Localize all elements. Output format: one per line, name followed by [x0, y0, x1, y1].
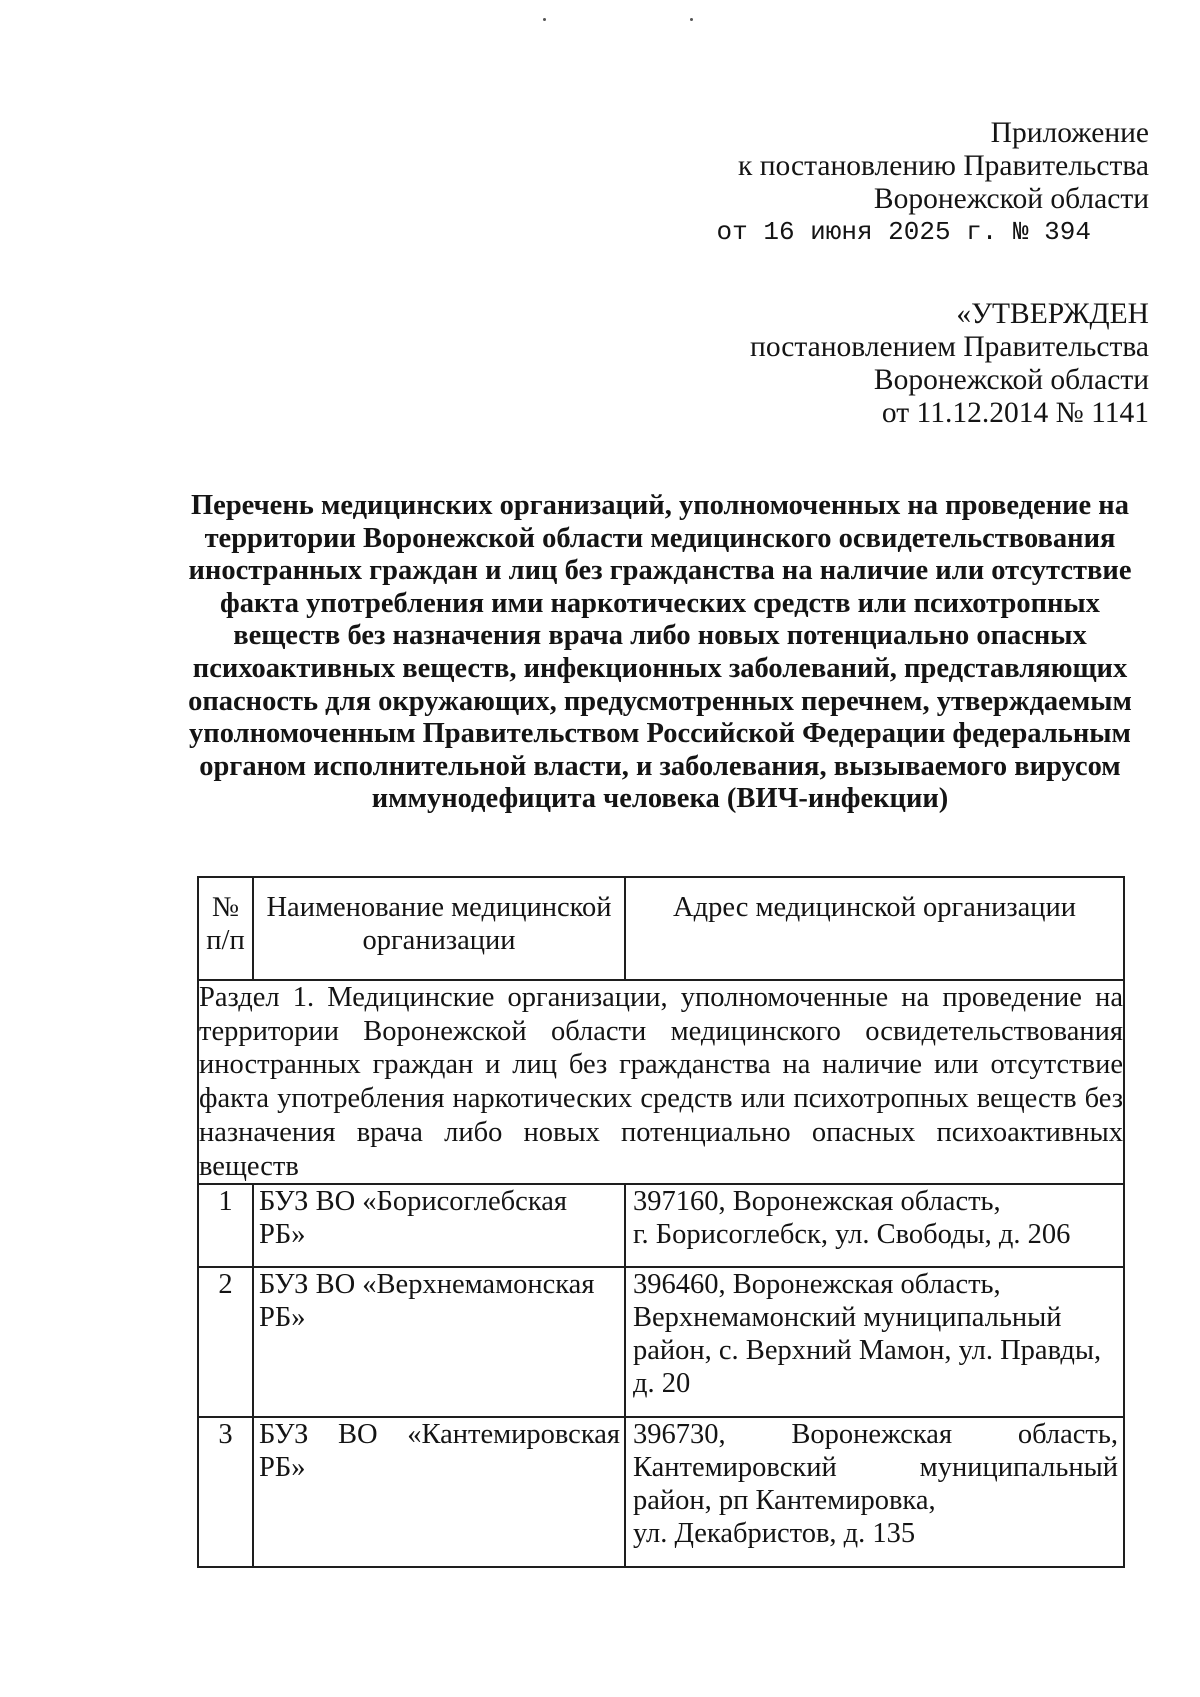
- row-name: БУЗ ВО «Борисоглебская РБ»: [253, 1184, 625, 1267]
- approved-resolution: постановлением Правительства: [750, 331, 1149, 363]
- address-line: [633, 1418, 1118, 1451]
- address-word: муниципальный: [919, 1452, 1118, 1484]
- address-line: д. 20: [633, 1368, 691, 1400]
- section-1-heading: Раздел 1. Медицинские организации, уполномоченные на проведение на территории Воронежской области медицинского освидетельствования иностранных граждан и лиц без гражданства на наличие или отсутствие факта употребления наркотических средств или психотропных веществ без назначения врача либо новых потенциально опасных психоактивных веществ: [198, 980, 1124, 1184]
- approved-date: от 11.12.2014 № 1141: [881, 397, 1149, 429]
- appendix-label: Приложение: [990, 117, 1149, 149]
- appendix-block: [717, 117, 1149, 249]
- table-row: [198, 1184, 1124, 1267]
- address-word: 396730,: [633, 1419, 726, 1451]
- appendix-date: от 16 июня 2025 г. № 394: [716, 217, 1091, 247]
- address-word: Воронежская: [791, 1419, 953, 1451]
- address-line: [633, 1451, 1118, 1484]
- address-line: 397160, Воронежская область,: [633, 1186, 1001, 1218]
- title-line: Перечень медицинских организаций, уполномоченных на проведение на: [191, 490, 1129, 521]
- document-title: [180, 490, 1140, 816]
- scan-speck: [690, 18, 693, 21]
- name-line: [259, 1418, 620, 1451]
- row-number: 2: [198, 1267, 253, 1417]
- table-row: [198, 1267, 1124, 1417]
- address-line: район, с. Верхний Мамон, ул. Правды,: [633, 1335, 1102, 1367]
- table-header-row: [198, 877, 1124, 980]
- approved-region: Воронежской области: [873, 364, 1149, 396]
- title-line: психоактивных веществ, инфекционных заболеваний, представляющих: [192, 652, 1128, 684]
- appendix-region: Воронежской области: [873, 183, 1149, 215]
- scan-speck: [543, 18, 546, 21]
- name-word: ВО: [338, 1419, 378, 1451]
- row-address: [625, 1184, 1124, 1267]
- address-line: район, рп Кантемировка,: [633, 1485, 936, 1517]
- title-line: опасность для окружающих, предусмотренных перечнем, утверждаемым: [188, 685, 1132, 717]
- title-line: уполномоченным Правительством Российской Федерации федеральным: [189, 718, 1131, 750]
- row-name: БУЗ ВО «Верхнемамонская РБ»: [253, 1267, 625, 1417]
- header-address: Адрес медицинской организации: [625, 877, 1124, 980]
- section-row: [198, 980, 1124, 1184]
- address-word: область,: [1017, 1419, 1118, 1451]
- row-number: 1: [198, 1184, 253, 1267]
- title-line: иностранных граждан и лиц без гражданства на наличие или отсутствие: [188, 555, 1132, 587]
- title-line: веществ без назначения врача либо новых потенциально опасных: [233, 620, 1087, 652]
- header-name: Наименование медицинской организации: [253, 877, 625, 980]
- title-line: иммунодефицита человека (ВИЧ-инфекции): [371, 783, 949, 815]
- header-number: № п/п: [198, 877, 253, 980]
- row-name: [253, 1417, 625, 1567]
- address-word: Кантемировский: [633, 1452, 837, 1484]
- row-address: [625, 1267, 1124, 1417]
- title-line: органом исполнительной власти, и заболевания, вызываемого вирусом: [199, 750, 1121, 782]
- title-line: территории Воронежской области медицинского освидетельствования: [204, 522, 1116, 554]
- row-number: 3: [198, 1417, 253, 1567]
- title-line: факта употребления ими наркотических средств или психотропных: [220, 587, 1100, 619]
- address-line: 396460, Воронежская область,: [633, 1269, 1001, 1301]
- row-address: [625, 1417, 1124, 1567]
- appendix-resolution: к постановлению Правительства: [738, 150, 1149, 182]
- name-word: БУЗ: [259, 1419, 309, 1451]
- approved-block: [750, 298, 1149, 430]
- name-line: РБ»: [259, 1452, 306, 1484]
- address-line: Верхнемамонский муниципальный: [633, 1302, 1062, 1334]
- address-line: ул. Декабристов, д. 135: [633, 1518, 916, 1550]
- table-row: [198, 1417, 1124, 1567]
- address-line: г. Борисоглебск, ул. Свободы, д. 206: [633, 1219, 1071, 1251]
- name-word: «Кантемировская: [407, 1419, 620, 1451]
- organizations-table: [197, 876, 1125, 1568]
- approved-label: «УТВЕРЖДЕН: [956, 298, 1149, 330]
